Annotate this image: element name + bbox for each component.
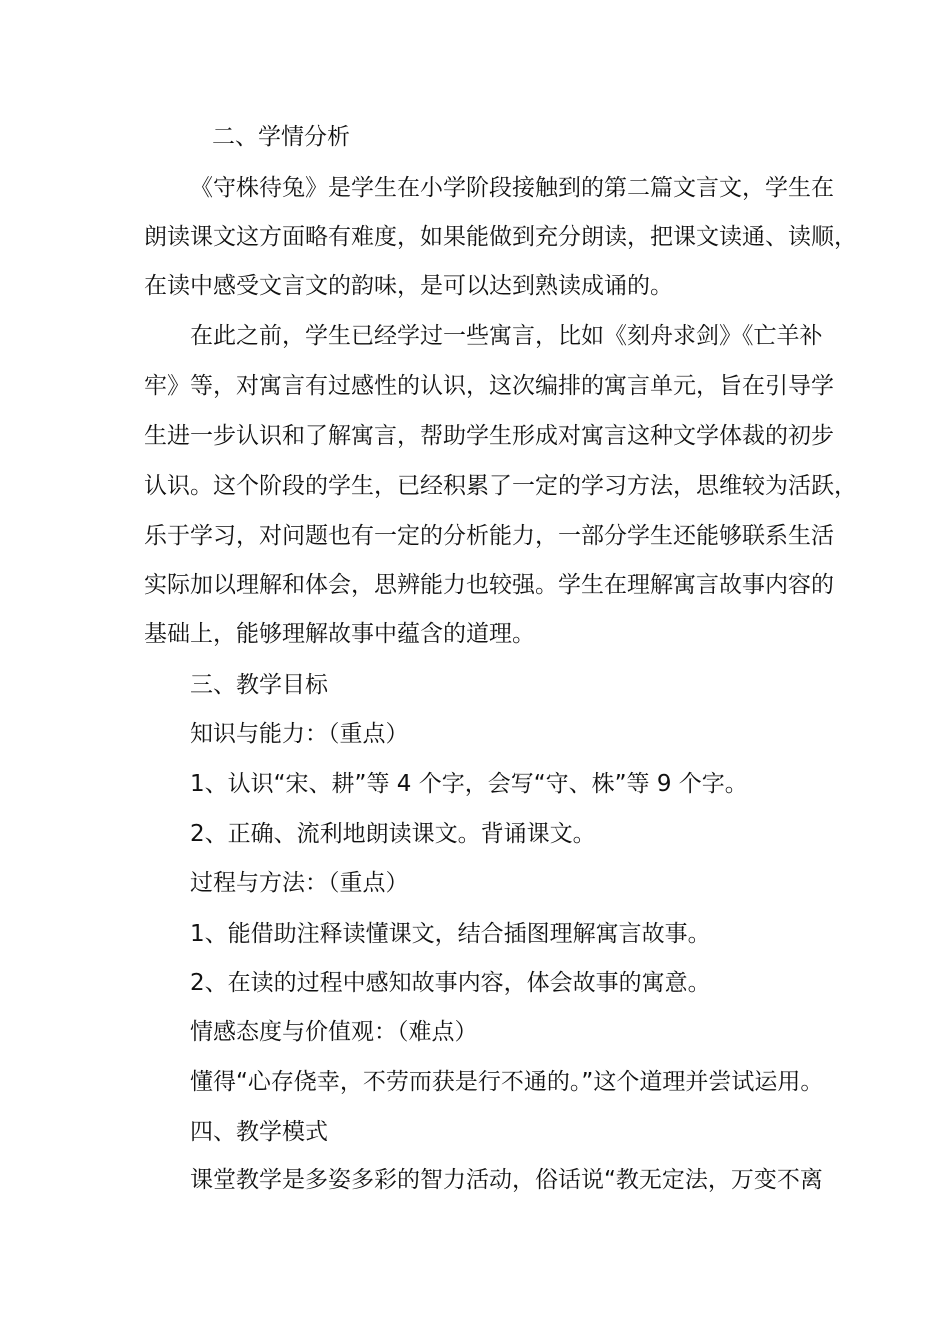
paragraph-line: 乐于学习，对问题也有一定的分析能力，一部分学生还能够联系生活 — [144, 523, 834, 549]
subheading-emotion-values: 情感态度与价值观：（难点） — [190, 1019, 478, 1045]
paragraph-line: 在此之前，学生已经学过一些寓言，比如《刻舟求剑》《亡羊补 — [190, 323, 823, 349]
paragraph-line: 朗读课文这方面略有难度，如果能做到充分朗读，把课文读通、读顺， — [144, 224, 857, 250]
subheading-process-method: 过程与方法：（重点） — [190, 870, 409, 896]
section-heading-learning-analysis: 二、学情分析 — [212, 124, 350, 150]
section-heading-teaching-goals: 三、教学目标 — [190, 672, 328, 698]
section-heading-teaching-mode: 四、教学模式 — [190, 1119, 328, 1145]
list-item: 1、认识“宋、耕”等 4 个字，会写“守、株”等 9 个字。 — [190, 771, 748, 797]
paragraph-line: 实际加以理解和体会，思辨能力也较强。学生在理解寓言故事内容的 — [144, 572, 834, 598]
paragraph-line: 基础上，能够理解故事中蕴含的道理。 — [144, 621, 535, 647]
subheading-knowledge-ability: 知识与能力：（重点） — [190, 721, 409, 747]
paragraph-line: 《守株待兔》是学生在小学阶段接触到的第二篇文言文，学生在 — [190, 175, 834, 201]
paragraph-line: 课堂教学是多姿多彩的智力活动，俗话说“教无定法，万变不离 — [190, 1167, 823, 1193]
paragraph-line: 认识。这个阶段的学生，已经积累了一定的学习方法，思维较为活跃， — [144, 473, 857, 499]
list-item: 1、能借助注释读懂课文，结合插图理解寓言故事。 — [190, 921, 711, 947]
paragraph-line: 生进一步认识和了解寓言，帮助学生形成对寓言这种文学体裁的初步 — [144, 423, 834, 449]
paragraph-line: 在读中感受文言文的韵味，是可以达到熟读成诵的。 — [144, 273, 673, 299]
list-item: 2、在读的过程中感知故事内容，体会故事的寓意。 — [190, 970, 711, 996]
list-item: 懂得“心存侥幸，不劳而获是行不通的。”这个道理并尝试运用。 — [190, 1069, 824, 1095]
list-item: 2、正确、流利地朗读课文。背诵课文。 — [190, 821, 596, 847]
paragraph-line: 牢》等，对寓言有过感性的认识，这次编排的寓言单元，旨在引导学 — [144, 373, 834, 399]
